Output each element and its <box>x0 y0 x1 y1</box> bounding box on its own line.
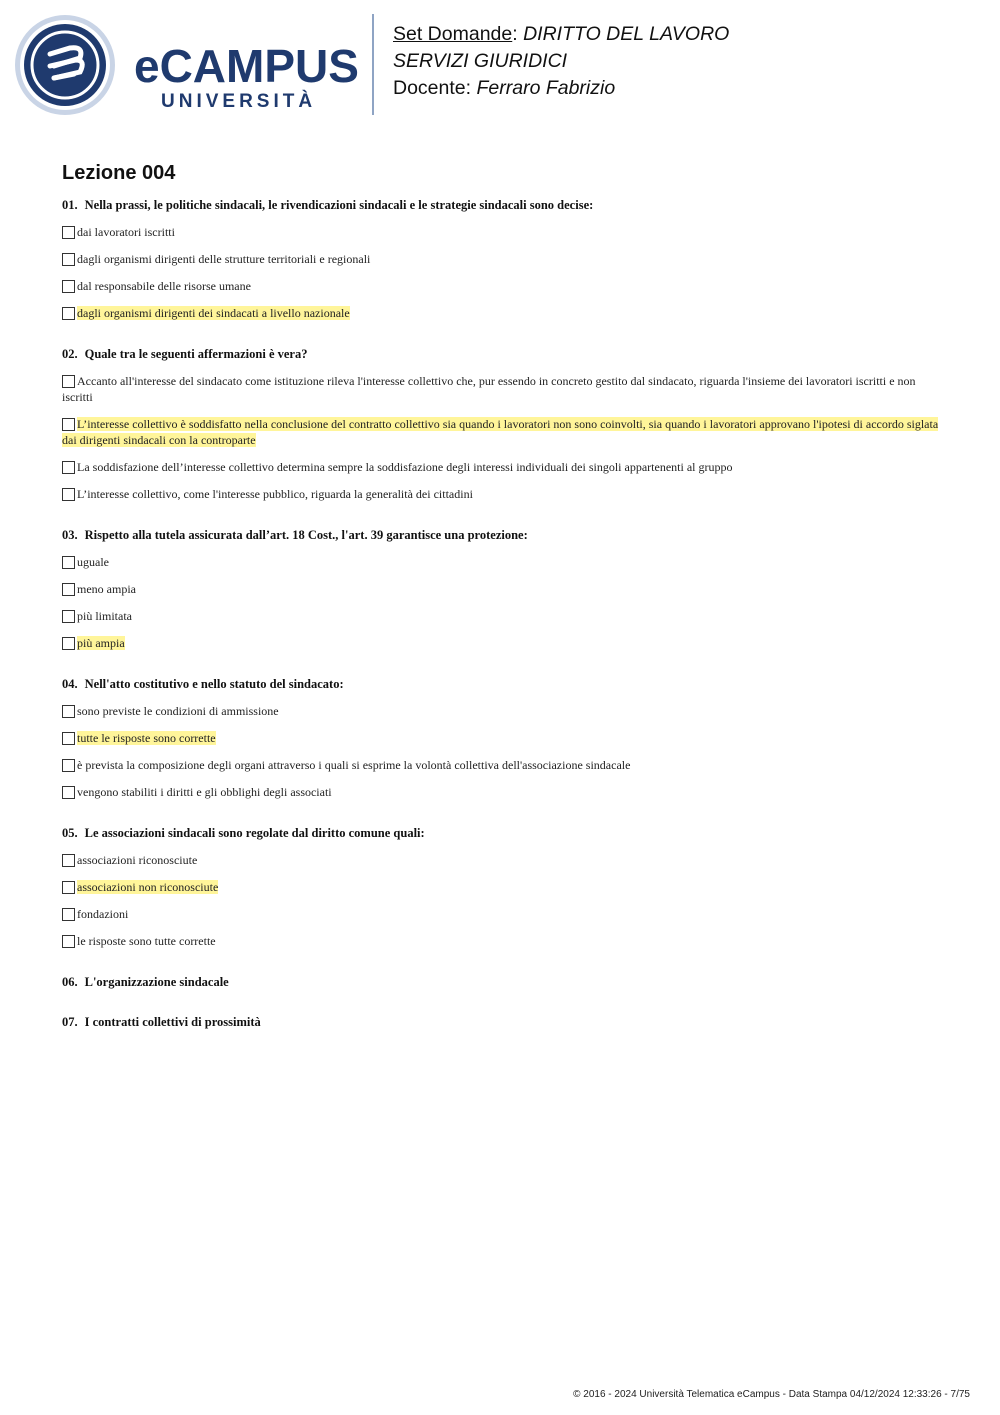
question-label: L'organizzazione sindacale <box>84 975 229 989</box>
ecampus-logo <box>14 14 359 116</box>
answer-option <box>62 459 942 475</box>
question-label: Quale tra le seguenti affermazioni è vera? <box>84 347 308 361</box>
answer-text: dal responsabile delle risorse umane <box>77 279 251 293</box>
question-number: 05. <box>62 826 78 840</box>
answer-text: associazioni riconosciute <box>77 853 198 867</box>
question-label: Nella prassi, le politiche sindacali, le rivendicazioni sindacali e le strategie sindacali sono decise: <box>84 198 594 212</box>
answer-text: associazioni non riconosciute <box>77 880 219 894</box>
answer-option-correct <box>62 635 942 651</box>
answer-text: Accanto all'interesse del sindacato come istituzione rileva l'interesse collettivo che, pur essendo in concreto gestito dal sindacato, riguarda l'insieme dei lavoratori iscritti e non iscritti <box>62 374 916 404</box>
question-number: 04. <box>62 677 78 691</box>
teacher-label: Docente: <box>393 77 472 99</box>
answer-option <box>62 933 942 949</box>
checkbox[interactable] <box>62 375 75 388</box>
question-number: 03. <box>62 528 78 542</box>
checkbox[interactable] <box>62 732 75 745</box>
answer-text: dagli organismi dirigenti dei sindacati a livello nazionale <box>77 306 350 320</box>
question-text <box>62 197 942 213</box>
answer-text: più limitata <box>77 609 132 623</box>
question-block <box>62 197 942 321</box>
question-block <box>62 974 942 990</box>
subject-line-1: DIRITTO DEL LAVORO <box>523 23 730 45</box>
checkbox[interactable] <box>62 583 75 596</box>
answer-text: sono previste le condizioni di ammissione <box>77 704 279 718</box>
answer-option <box>62 852 942 868</box>
question-text <box>62 825 942 841</box>
answer-option <box>62 554 942 570</box>
checkbox[interactable] <box>62 705 75 718</box>
question-block <box>62 825 942 949</box>
question-number: 02. <box>62 347 78 361</box>
checkbox[interactable] <box>62 488 75 501</box>
answer-option <box>62 373 942 405</box>
set-label: Set Domande <box>393 23 513 45</box>
answer-text: più ampia <box>77 636 125 650</box>
checkbox[interactable] <box>62 556 75 569</box>
checkbox[interactable] <box>62 253 75 266</box>
question-block <box>62 676 942 800</box>
question-label: Nell'atto costitutivo e nello statuto del sindacato: <box>84 677 344 691</box>
answer-option-correct <box>62 879 942 895</box>
answer-text: tutte le risposte sono corrette <box>77 731 216 745</box>
question-text <box>62 974 942 990</box>
page-header <box>0 0 1000 130</box>
answer-option-correct <box>62 305 942 321</box>
checkbox[interactable] <box>62 610 75 623</box>
checkbox[interactable] <box>62 908 75 921</box>
answer-option <box>62 703 942 719</box>
answer-text: uguale <box>77 555 109 569</box>
question-list <box>62 197 942 1054</box>
question-number: 01. <box>62 198 78 212</box>
question-block <box>62 1014 942 1030</box>
answer-text: L’interesse collettivo è soddisfatto nella conclusione del contratto collettivo sia quando i lavoratori non sono coinvolti, sia quando i lavoratori approvano l'ipotesi di accordo siglata dai dirigenti sindacali con la controparte <box>62 417 939 447</box>
lesson-title: Lezione 004 <box>62 162 176 184</box>
question-block <box>62 346 942 502</box>
answer-option <box>62 906 942 922</box>
question-text <box>62 1014 942 1030</box>
question-label: I contratti collettivi di prossimità <box>84 1015 261 1029</box>
checkbox[interactable] <box>62 418 75 431</box>
answer-option <box>62 224 942 240</box>
question-label: Rispetto alla tutela assicurata dall’art. 18 Cost., l'art. 39 garantisce una protezione: <box>84 528 528 542</box>
checkbox[interactable] <box>62 786 75 799</box>
question-text <box>62 346 942 362</box>
checkbox[interactable] <box>62 759 75 772</box>
subject-line-2: SERVIZI GIURIDICI <box>393 50 568 72</box>
answer-text: vengono stabiliti i diritti e gli obblighi degli associati <box>77 785 332 799</box>
answer-text: le risposte sono tutte corrette <box>77 934 216 948</box>
question-label: Le associazioni sindacali sono regolate dal diritto comune quali: <box>84 826 425 840</box>
question-number: 07. <box>62 1015 78 1029</box>
answer-option <box>62 608 942 624</box>
checkbox[interactable] <box>62 637 75 650</box>
answer-text: dagli organismi dirigenti delle strutture territoriali e regionali <box>77 252 371 266</box>
answer-option <box>62 784 942 800</box>
answer-text: dai lavoratori iscritti <box>77 225 175 239</box>
answer-text: meno ampia <box>77 582 136 596</box>
logo-sub-text: UNIVERSITÀ <box>161 91 317 112</box>
answer-text: La soddisfazione dell’interesse collettivo determina sempre la soddisfazione degli interessi individuali dei singoli appartenenti al gruppo <box>77 460 733 474</box>
checkbox[interactable] <box>62 935 75 948</box>
course-info: Set Domande: DIRITTO DEL LAVORO SERVIZI GIURIDICI Docente: Ferraro Fabrizio <box>393 23 730 99</box>
answer-option-correct <box>62 416 942 448</box>
teacher-name: Ferraro Fabrizio <box>476 77 616 99</box>
question-number: 06. <box>62 975 78 989</box>
answer-text: L’interesse collettivo, come l'interesse pubblico, riguarda la generalità dei cittadini <box>77 487 473 501</box>
answer-text: è prevista la composizione degli organi attraverso i quali si esprime la volontà collettiva dell'associazione sindacale <box>77 758 631 772</box>
answer-option <box>62 757 942 773</box>
page-footer: © 2016 - 2024 Università Telematica eCampus - Data Stampa 04/12/2024 12:33:26 - 7/75 <box>573 1389 970 1400</box>
answer-option-correct <box>62 730 942 746</box>
logo-brand-text: eCAMPUS <box>134 40 359 92</box>
question-block <box>62 527 942 651</box>
answer-option <box>62 278 942 294</box>
checkbox[interactable] <box>62 280 75 293</box>
checkbox[interactable] <box>62 854 75 867</box>
answer-text: fondazioni <box>77 907 129 921</box>
question-text <box>62 676 942 692</box>
header-divider <box>372 14 374 115</box>
question-text <box>62 527 942 543</box>
checkbox[interactable] <box>62 226 75 239</box>
checkbox[interactable] <box>62 461 75 474</box>
answer-option <box>62 581 942 597</box>
checkbox[interactable] <box>62 307 75 320</box>
answer-option <box>62 486 942 502</box>
answer-option <box>62 251 942 267</box>
checkbox[interactable] <box>62 881 75 894</box>
